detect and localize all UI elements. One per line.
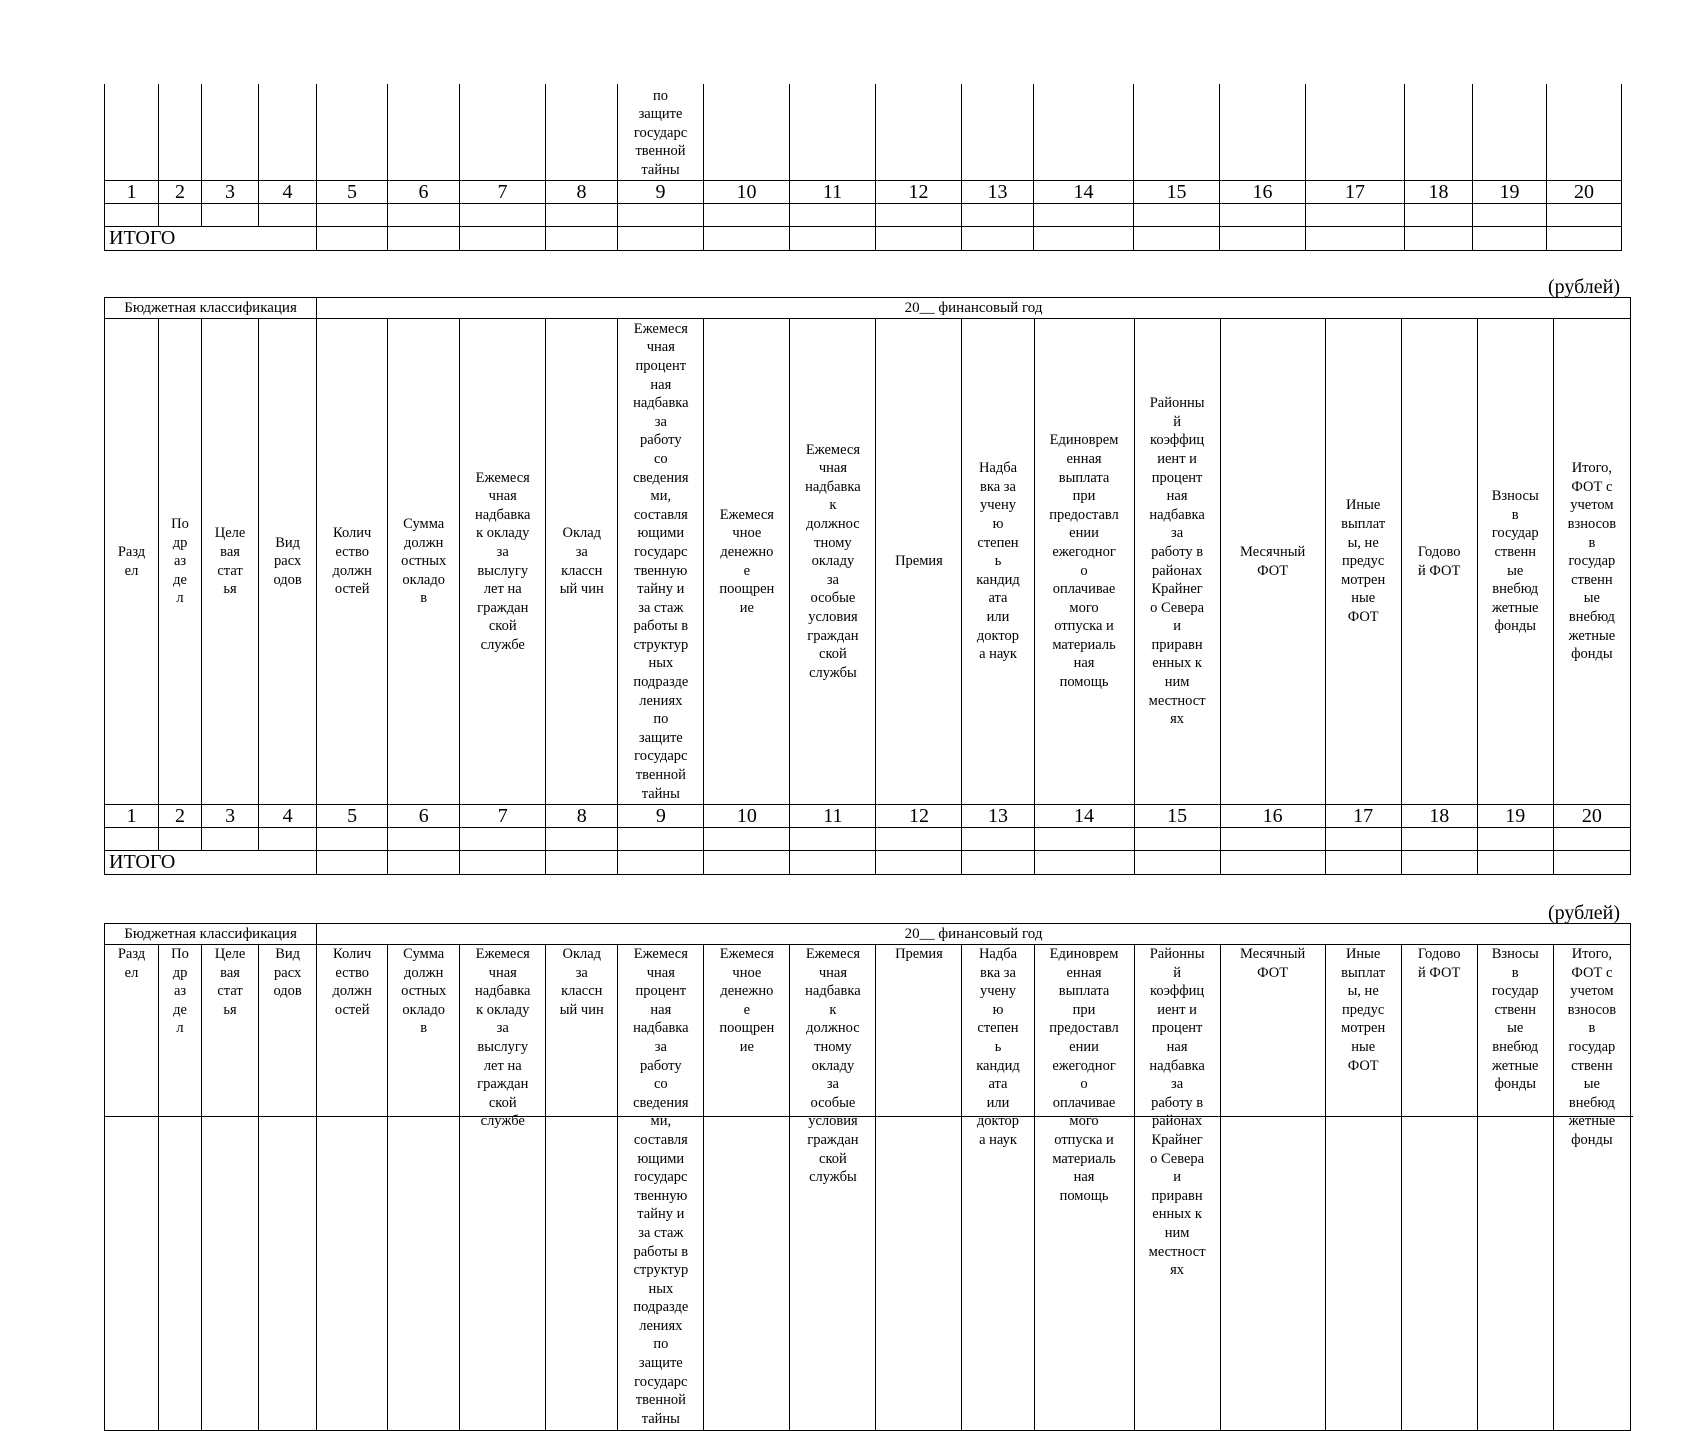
data-cell[interactable] bbox=[259, 203, 317, 226]
column-header-7: Ежемеся чная надбавка к окладу за выслугу лет на граждан ской службе bbox=[460, 945, 546, 1431]
column-number-15: 15 bbox=[1134, 805, 1220, 828]
data-cell[interactable] bbox=[546, 828, 618, 851]
column-header-5: Колич ество должн остей bbox=[317, 319, 388, 805]
column-number-16: 16 bbox=[1220, 180, 1306, 203]
data-cell[interactable] bbox=[704, 203, 790, 226]
column-number-6: 6 bbox=[388, 805, 460, 828]
data-cell[interactable] bbox=[1553, 828, 1630, 851]
column-header-6: Сумма должн остных окладо в bbox=[388, 945, 460, 1431]
data-cell[interactable] bbox=[790, 203, 876, 226]
column-number-20: 20 bbox=[1547, 180, 1622, 203]
column-header-17: Иные выплат ы, не предус мотрен ные ФОТ bbox=[1325, 319, 1401, 805]
total-cell[interactable] bbox=[876, 851, 962, 875]
column-number-row bbox=[105, 805, 1631, 828]
column-number-4: 4 bbox=[259, 180, 317, 203]
data-cell[interactable] bbox=[1405, 203, 1473, 226]
unit-label: (рублей) bbox=[1547, 276, 1620, 298]
total-cell[interactable] bbox=[962, 851, 1034, 875]
total-cell[interactable] bbox=[1405, 226, 1473, 250]
column-header-1: Разд ел bbox=[105, 945, 159, 1431]
column-header-9: Ежемеся чная процент ная надбавка за работу со сведения ми, составля ющими государс твенную тайну и за стаж работы в структур ных подразде лениях по защите государс твенной тайны bbox=[618, 945, 704, 1431]
data-cell[interactable] bbox=[1477, 828, 1553, 851]
empty-row bbox=[105, 203, 1622, 226]
column-number-18: 18 bbox=[1405, 180, 1473, 203]
data-cell[interactable] bbox=[618, 203, 704, 226]
data-cell[interactable] bbox=[876, 203, 962, 226]
column-header-18: Годово й ФОТ bbox=[1401, 319, 1477, 805]
total-cell[interactable] bbox=[317, 851, 388, 875]
column-header-5: Колич ество должн остей bbox=[317, 945, 388, 1431]
total-cell[interactable] bbox=[546, 851, 618, 875]
empty-row bbox=[105, 828, 1631, 851]
total-cell[interactable] bbox=[1134, 226, 1220, 250]
data-cell[interactable] bbox=[876, 828, 962, 851]
data-cell[interactable] bbox=[1401, 828, 1477, 851]
total-cell[interactable] bbox=[962, 226, 1034, 250]
column-header-18: Годово й ФОТ bbox=[1401, 945, 1477, 1431]
column-header-20: Итого, ФОТ с учетом взносов в государ ственн ые внебюд жетные фонды bbox=[1553, 945, 1630, 1431]
column-number-2: 2 bbox=[159, 180, 202, 203]
column-header-6: Сумма должн остных окладо в bbox=[388, 319, 460, 805]
salary-table-partial bbox=[104, 923, 1631, 1431]
total-label: ИТОГО bbox=[105, 226, 317, 250]
column-number-8: 8 bbox=[546, 180, 618, 203]
total-cell[interactable] bbox=[1325, 851, 1401, 875]
column-number-13: 13 bbox=[962, 805, 1034, 828]
column-header-10: Ежемеся чное денежно е поощрен ие bbox=[704, 945, 790, 1431]
data-cell[interactable] bbox=[105, 203, 159, 226]
column-header-16: Месячный ФОТ bbox=[1220, 945, 1325, 1431]
column-header-3: Целе вая стат ья bbox=[202, 945, 259, 1431]
data-cell[interactable] bbox=[259, 828, 317, 851]
column-number-13: 13 bbox=[962, 180, 1034, 203]
column-number-6: 6 bbox=[388, 180, 460, 203]
total-label: ИТОГО bbox=[105, 851, 317, 875]
data-cell[interactable] bbox=[1134, 828, 1220, 851]
column-number-11: 11 bbox=[790, 180, 876, 203]
data-cell[interactable] bbox=[460, 203, 546, 226]
column-header-8: Оклад за классн ый чин bbox=[546, 319, 618, 805]
column-header-19: Взносы в государ ственн ые внебюд жетные фонды bbox=[1477, 319, 1553, 805]
column-header-14: Единоврем енная выплата при предоставл ении ежегодног о оплачивае мого отпуска и материаль ная помощь bbox=[1034, 319, 1134, 805]
table-continued bbox=[104, 923, 1633, 1427]
column-header-12: Премия bbox=[876, 319, 962, 805]
column-header-2: По др аз де л bbox=[159, 945, 202, 1431]
data-cell[interactable] bbox=[317, 828, 388, 851]
column-number-16: 16 bbox=[1220, 805, 1325, 828]
data-cell[interactable] bbox=[388, 203, 460, 226]
column-number-8: 8 bbox=[546, 805, 618, 828]
column-number-17: 17 bbox=[1306, 180, 1405, 203]
total-cell[interactable] bbox=[1306, 226, 1405, 250]
column-header-11: Ежемеся чная надбавка к должнос тному окладу за особые условия граждан ской службы bbox=[790, 945, 876, 1431]
column-number-9: 9 bbox=[618, 805, 704, 828]
data-cell[interactable] bbox=[962, 828, 1034, 851]
total-cell[interactable] bbox=[618, 226, 704, 250]
total-cell[interactable] bbox=[460, 226, 546, 250]
total-cell[interactable] bbox=[1553, 851, 1630, 875]
column-number-14: 14 bbox=[1034, 180, 1134, 203]
data-cell[interactable] bbox=[790, 828, 876, 851]
total-cell[interactable] bbox=[1401, 851, 1477, 875]
data-cell[interactable] bbox=[159, 828, 202, 851]
total-row bbox=[105, 226, 1622, 250]
column-number-18: 18 bbox=[1401, 805, 1477, 828]
data-cell[interactable] bbox=[1134, 203, 1220, 226]
data-cell[interactable] bbox=[105, 828, 159, 851]
total-cell[interactable] bbox=[876, 226, 962, 250]
data-cell[interactable] bbox=[1034, 203, 1134, 226]
column-header-13: Надба вка за учену ю степен ь кандид ата или доктор а наук bbox=[962, 945, 1034, 1431]
total-cell[interactable] bbox=[546, 226, 618, 250]
column-header-10: Ежемеся чное денежно е поощрен ие bbox=[704, 319, 790, 805]
column-number-19: 19 bbox=[1477, 805, 1553, 828]
column-header-12: Премия bbox=[876, 945, 962, 1431]
data-cell[interactable] bbox=[1034, 828, 1134, 851]
column-header-16: Месячный ФОТ bbox=[1220, 319, 1325, 805]
data-cell[interactable] bbox=[1473, 203, 1547, 226]
data-cell[interactable] bbox=[704, 828, 790, 851]
column-number-row bbox=[105, 180, 1622, 203]
total-cell[interactable] bbox=[388, 851, 460, 875]
column-number-2: 2 bbox=[159, 805, 202, 828]
column-header-11: Ежемеся чная надбавка к должнос тному окладу за особые условия граждан ской службы bbox=[790, 319, 876, 805]
data-cell[interactable] bbox=[1220, 203, 1306, 226]
column-number-9: 9 bbox=[618, 180, 704, 203]
column-header-9: Ежемеся чная процент ная надбавка за работу со сведения ми, составля ющими государс твенную тайну и за стаж работы в структур ных подразде лениях по защите государс твенной тайны bbox=[618, 319, 704, 805]
column-header-4: Вид расх одов bbox=[259, 945, 317, 1431]
column-header-1: Разд ел bbox=[105, 319, 159, 805]
data-cell[interactable] bbox=[1547, 203, 1622, 226]
total-cell[interactable] bbox=[618, 851, 704, 875]
column-number-17: 17 bbox=[1325, 805, 1401, 828]
column-number-5: 5 bbox=[317, 805, 388, 828]
column-number-5: 5 bbox=[317, 180, 388, 203]
data-cell[interactable] bbox=[962, 203, 1034, 226]
column-number-3: 3 bbox=[202, 805, 259, 828]
total-cell[interactable] bbox=[1220, 851, 1325, 875]
column-number-10: 10 bbox=[704, 180, 790, 203]
data-cell[interactable] bbox=[1325, 828, 1401, 851]
column-number-15: 15 bbox=[1134, 180, 1220, 203]
column-number-12: 12 bbox=[876, 805, 962, 828]
total-cell[interactable] bbox=[790, 851, 876, 875]
total-cell[interactable] bbox=[1547, 226, 1622, 250]
column-header-20: Итого, ФОТ с учетом взносов в государ ственн ые внебюд жетные фонды bbox=[1553, 319, 1630, 805]
total-cell[interactable] bbox=[388, 226, 460, 250]
total-cell[interactable] bbox=[704, 851, 790, 875]
total-cell[interactable] bbox=[460, 851, 546, 875]
salary-table bbox=[104, 297, 1631, 875]
column-header-7: Ежемеся чная надбавка к окладу за выслугу лет на граждан ской службе bbox=[460, 319, 546, 805]
budget-classification-header: Бюджетная классификация bbox=[105, 924, 317, 945]
total-cell[interactable] bbox=[1134, 851, 1220, 875]
data-cell[interactable] bbox=[546, 203, 618, 226]
total-row bbox=[105, 851, 1631, 875]
fragment-col9-text: по защите государс твенной тайны bbox=[618, 84, 704, 180]
budget-classification-header: Бюджетная классификация bbox=[105, 298, 317, 319]
data-cell[interactable] bbox=[317, 203, 388, 226]
total-cell[interactable] bbox=[704, 226, 790, 250]
total-cell[interactable] bbox=[1034, 851, 1134, 875]
data-cell[interactable] bbox=[1220, 828, 1325, 851]
total-cell[interactable] bbox=[1220, 226, 1306, 250]
column-header-4: Вид расх одов bbox=[259, 319, 317, 805]
total-cell[interactable] bbox=[790, 226, 876, 250]
data-cell[interactable] bbox=[159, 203, 202, 226]
total-cell[interactable] bbox=[1477, 851, 1553, 875]
column-header-8: Оклад за классн ый чин bbox=[546, 945, 618, 1431]
column-header-14: Единоврем енная выплата при предоставл ении ежегодног о оплачивае мого отпуска и материаль ная помощь bbox=[1034, 945, 1134, 1431]
unit-label: (рублей) bbox=[1547, 902, 1620, 924]
column-header-2: По др аз де л bbox=[159, 319, 202, 805]
total-cell[interactable] bbox=[1473, 226, 1547, 250]
column-number-7: 7 bbox=[460, 180, 546, 203]
data-cell[interactable] bbox=[618, 828, 704, 851]
column-number-10: 10 bbox=[704, 805, 790, 828]
data-cell[interactable] bbox=[1306, 203, 1405, 226]
column-number-12: 12 bbox=[876, 180, 962, 203]
data-cell[interactable] bbox=[202, 828, 259, 851]
table-fragment bbox=[104, 84, 1622, 251]
fiscal-year-header: 20__ финансовый год bbox=[317, 924, 1631, 945]
column-header-15: Районны й коэффиц иент и процент ная надбавка за работу в районах Крайнег о Севера и приравн енных к ним местност ях bbox=[1134, 319, 1220, 805]
column-number-1: 1 bbox=[105, 180, 159, 203]
column-number-1: 1 bbox=[105, 805, 159, 828]
column-header-19: Взносы в государ ственн ые внебюд жетные фонды bbox=[1477, 945, 1553, 1431]
column-number-7: 7 bbox=[460, 805, 546, 828]
total-cell[interactable] bbox=[1034, 226, 1134, 250]
column-number-14: 14 bbox=[1034, 805, 1134, 828]
total-cell[interactable] bbox=[317, 226, 388, 250]
column-header-15: Районны й коэффиц иент и процент ная надбавка за работу в районах Крайнег о Севера и приравн енных к ним местност ях bbox=[1134, 945, 1220, 1431]
column-number-20: 20 bbox=[1553, 805, 1630, 828]
column-number-4: 4 bbox=[259, 805, 317, 828]
column-header-3: Целе вая стат ья bbox=[202, 319, 259, 805]
column-number-19: 19 bbox=[1473, 180, 1547, 203]
fiscal-year-header: 20__ финансовый год bbox=[317, 298, 1631, 319]
data-cell[interactable] bbox=[460, 828, 546, 851]
column-header-13: Надба вка за учену ю степен ь кандид ата или доктор а наук bbox=[962, 319, 1034, 805]
data-cell[interactable] bbox=[388, 828, 460, 851]
data-cell[interactable] bbox=[202, 203, 259, 226]
column-number-11: 11 bbox=[790, 805, 876, 828]
column-header-17: Иные выплат ы, не предус мотрен ные ФОТ bbox=[1325, 945, 1401, 1431]
column-number-3: 3 bbox=[202, 180, 259, 203]
